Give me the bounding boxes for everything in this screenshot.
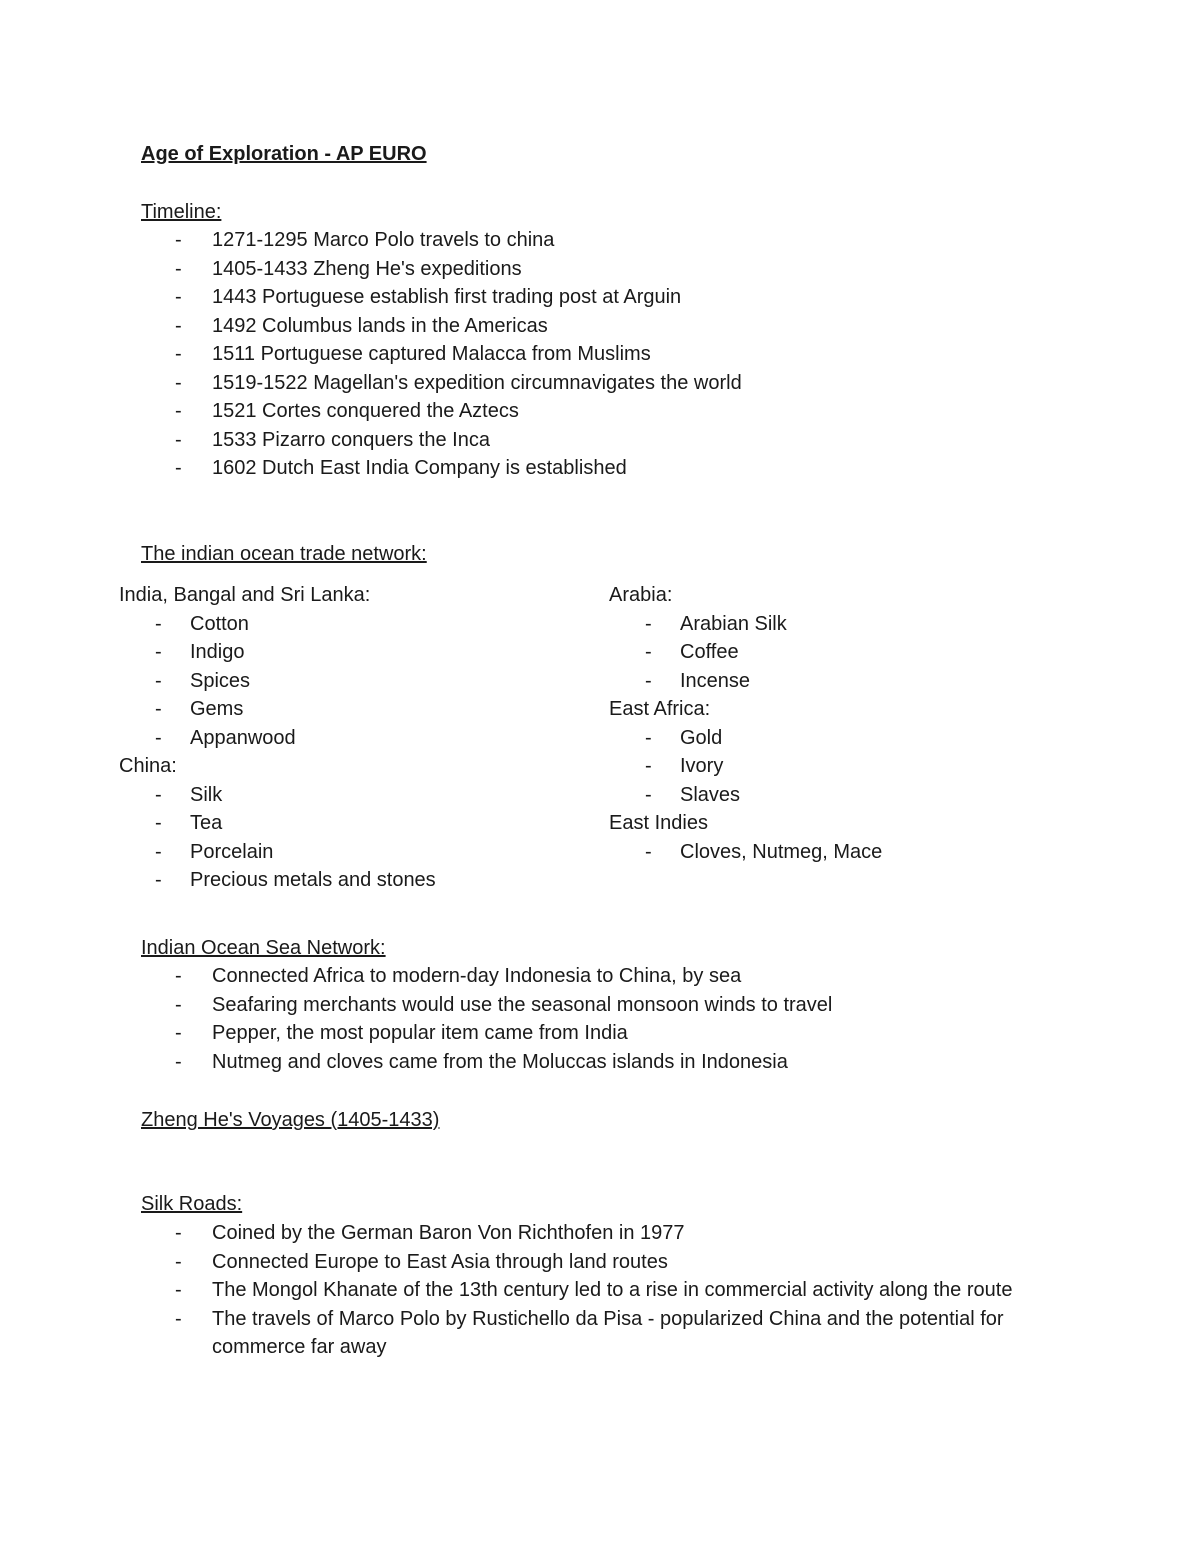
list-item: - The travels of Marco Polo by Rustichello da Pisa - popularized China and the potential for commerce far away <box>175 1305 1035 1362</box>
dash-bullet: - <box>175 1022 182 1044</box>
silk-roads-heading: Silk Roads: <box>141 1193 243 1215</box>
dash-bullet: - <box>155 869 162 891</box>
dash-bullet: - <box>175 400 182 422</box>
dash-bullet: - <box>175 1307 182 1330</box>
list-item: - Indigo <box>155 638 579 667</box>
dash-bullet: - <box>175 1222 182 1244</box>
document-title: Age of Exploration - AP EURO <box>141 143 427 165</box>
sea-network-list <box>175 962 1055 1076</box>
list-item: - Coffee <box>645 638 1079 667</box>
list-item: - Coined by the German Baron Von Richthofen in 1977 <box>175 1219 1035 1248</box>
list-item: - Connected Europe to East Asia through land routes <box>175 1248 1035 1277</box>
dash-bullet: - <box>155 726 162 749</box>
region-label-east-indies: East Indies <box>609 812 708 834</box>
trade-left-column <box>119 581 579 895</box>
list-item: - 1271-1295 Marco Polo travels to china <box>175 226 1055 255</box>
list-item: - Nutmeg and cloves came from the Moluccas islands in Indonesia <box>175 1048 1055 1077</box>
region-label-china: China: <box>119 755 177 777</box>
dash-bullet: - <box>645 612 652 635</box>
list-item: - 1533 Pizarro conquers the Inca <box>175 426 1055 455</box>
dash-bullet: - <box>155 812 162 834</box>
region-label-arabia: Arabia: <box>609 584 673 606</box>
list-item: - 1521 Cortes conquered the Aztecs <box>175 397 1055 426</box>
list-item: - Connected Africa to modern-day Indonesia to China, by sea <box>175 962 1055 991</box>
dash-bullet: - <box>645 783 652 806</box>
dash-bullet: - <box>645 641 652 663</box>
dash-bullet: - <box>175 314 182 337</box>
region-label-india: India, Bangal and Sri Lanka: <box>119 584 371 606</box>
dash-bullet: - <box>155 840 162 863</box>
dash-bullet: - <box>175 457 182 479</box>
list-item: - 1519-1522 Magellan's expedition circumnavigates the world <box>175 369 1055 398</box>
timeline-list <box>175 226 1055 483</box>
list-item: - Cotton <box>155 610 579 639</box>
list-item: - 1602 Dutch East India Company is established <box>175 454 1055 483</box>
list-item: - Ivory <box>645 752 1079 781</box>
list-item: - Porcelain <box>155 838 579 867</box>
dash-bullet: - <box>155 612 162 635</box>
dash-bullet: - <box>645 840 652 863</box>
dash-bullet: - <box>175 1250 182 1273</box>
zheng-he-heading: Zheng He's Voyages (1405-1433) <box>141 1109 440 1131</box>
list-item: - 1443 Portuguese establish first trading post at Arguin <box>175 283 1055 312</box>
list-item: - 1405-1433 Zheng He's expeditions <box>175 255 1055 284</box>
list-item: - Gold <box>645 724 1079 753</box>
list-item: - Silk <box>155 781 579 810</box>
dash-bullet: - <box>175 286 182 308</box>
trade-network-heading: The indian ocean trade network: <box>141 543 427 565</box>
list-item: - Pepper, the most popular item came from India <box>175 1019 1055 1048</box>
list-item: - 1511 Portuguese captured Malacca from Muslims <box>175 340 1055 369</box>
india-goods-list <box>155 610 579 753</box>
dash-bullet: - <box>175 965 182 987</box>
dash-bullet: - <box>155 669 162 692</box>
silk-roads-list <box>175 1219 1035 1362</box>
list-item: - Appanwood <box>155 724 579 753</box>
dash-bullet: - <box>175 428 182 451</box>
list-item: - Tea <box>155 809 579 838</box>
dash-bullet: - <box>175 257 182 280</box>
dash-bullet: - <box>155 783 162 806</box>
sea-network-heading: Indian Ocean Sea Network: <box>141 937 386 959</box>
dash-bullet: - <box>645 669 652 692</box>
dash-bullet: - <box>645 755 652 777</box>
dash-bullet: - <box>175 229 182 251</box>
list-item: - The Mongol Khanate of the 13th century led to a rise in commercial activity along the route <box>175 1276 1035 1305</box>
list-item: - Precious metals and stones <box>155 866 579 895</box>
list-item: - Cloves, Nutmeg, Mace <box>645 838 1079 867</box>
dash-bullet: - <box>175 1050 182 1073</box>
china-goods-list <box>155 781 579 895</box>
dash-bullet: - <box>645 726 652 749</box>
list-item: - 1492 Columbus lands in the Americas <box>175 312 1055 341</box>
east-indies-goods-list <box>645 838 1079 867</box>
dash-bullet: - <box>175 1279 182 1301</box>
timeline-heading: Timeline: <box>141 201 222 223</box>
dash-bullet: - <box>175 993 182 1016</box>
east-africa-goods-list <box>645 724 1079 810</box>
trade-right-column <box>609 581 1079 866</box>
list-item: - Incense <box>645 667 1079 696</box>
dash-bullet: - <box>175 371 182 394</box>
arabia-goods-list <box>645 610 1079 696</box>
list-item: - Spices <box>155 667 579 696</box>
dash-bullet: - <box>175 343 182 365</box>
list-item: - Arabian Silk <box>645 610 1079 639</box>
list-item: - Gems <box>155 695 579 724</box>
dash-bullet: - <box>155 641 162 663</box>
list-item: - Slaves <box>645 781 1079 810</box>
dash-bullet: - <box>155 698 162 720</box>
list-item: - Seafaring merchants would use the seasonal monsoon winds to travel <box>175 991 1055 1020</box>
region-label-east-africa: East Africa: <box>609 698 711 720</box>
